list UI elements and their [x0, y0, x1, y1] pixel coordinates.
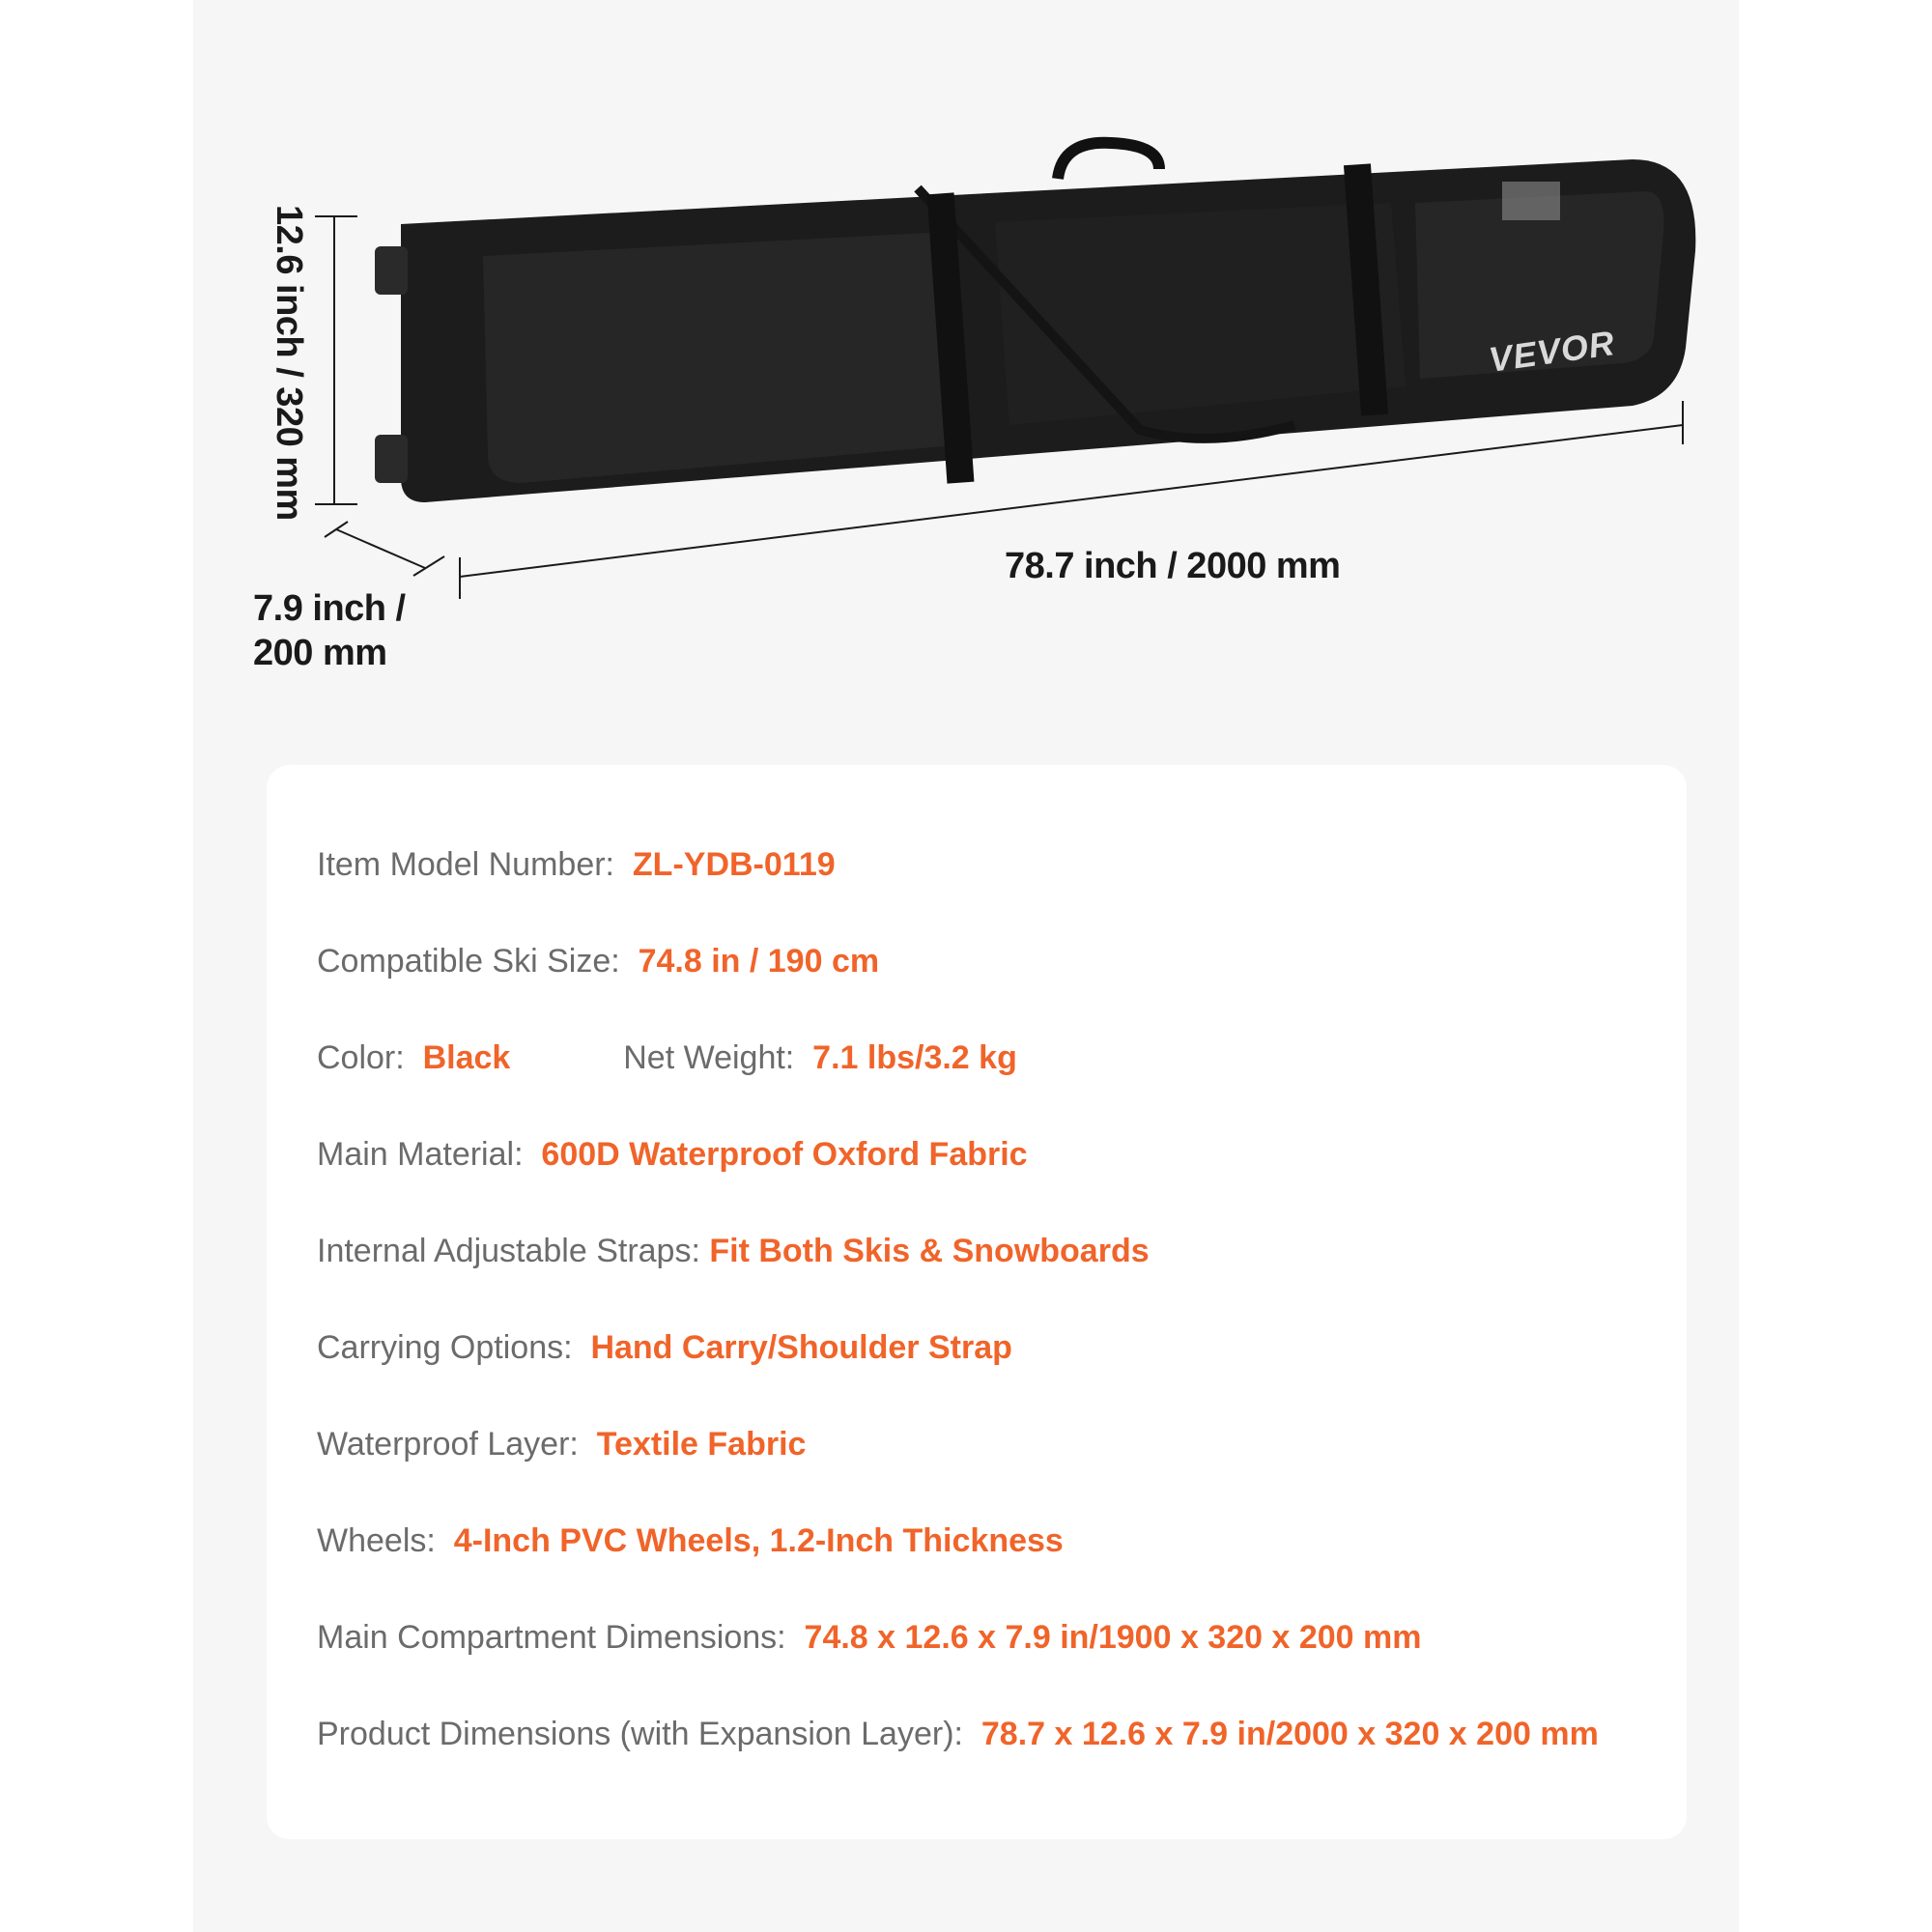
spec-row-main-compartment — [317, 1613, 1421, 1662]
spec-row-product-dimensions — [317, 1710, 1599, 1758]
spec-value: Black — [422, 1039, 511, 1076]
spec-value: Textile Fabric — [596, 1426, 807, 1463]
spec-row-material — [317, 1130, 1028, 1179]
spec-label: Color: — [317, 1039, 405, 1076]
top-handle — [1058, 143, 1159, 179]
wheel-lower — [375, 435, 408, 483]
depth-dimension-line1: 7.9 inch / — [253, 588, 406, 629]
spec-row-waterproof — [317, 1420, 806, 1468]
spec-value: 74.8 x 12.6 x 7.9 in/1900 x 320 x 200 mm — [804, 1619, 1422, 1656]
depth-dimension-label — [253, 586, 446, 675]
spec-label: Wheels: — [317, 1522, 436, 1559]
spec-label: Carrying Options: — [317, 1329, 573, 1366]
front-pocket-left — [483, 232, 966, 483]
center-panel — [995, 203, 1406, 425]
spec-label: Product Dimensions (with Expansion Layer): — [317, 1716, 963, 1752]
spec-row-straps — [317, 1227, 1150, 1275]
length-dimension-label: 78.7 inch / 2000 mm — [1005, 546, 1341, 586]
spec-row-color-weight — [317, 1034, 1017, 1082]
height-dimension-line — [315, 216, 357, 504]
spec-label: Internal Adjustable Straps: — [317, 1233, 700, 1269]
spec-row-model — [317, 840, 836, 889]
wheel-upper — [375, 246, 408, 295]
spec-row-carrying — [317, 1323, 1012, 1372]
spec-value: 74.8 in / 190 cm — [638, 943, 880, 980]
spec-label: Waterproof Layer: — [317, 1426, 579, 1463]
spec-value: 600D Waterproof Oxford Fabric — [541, 1136, 1028, 1173]
depth-dimension-line2: 200 mm — [253, 633, 387, 673]
spec-row-ski-size — [317, 937, 879, 985]
spec-value: 7.1 lbs/3.2 kg — [812, 1039, 1017, 1076]
brand-logo: VEVOR — [1486, 323, 1618, 380]
spec-label: Item Model Number: — [317, 846, 614, 883]
spec-label: Main Material: — [317, 1136, 524, 1173]
spec-card — [267, 765, 1687, 1839]
spec-value: ZL-YDB-0119 — [632, 846, 836, 883]
spec-value: 4-Inch PVC Wheels, 1.2-Inch Thickness — [453, 1522, 1064, 1559]
spec-value: Hand Carry/Shoulder Strap — [590, 1329, 1012, 1366]
spec-label: Main Compartment Dimensions: — [317, 1619, 786, 1656]
id-window — [1502, 182, 1560, 220]
depth-dimension-line — [325, 522, 444, 576]
spec-value: Fit Both Skis & Snowboards — [709, 1233, 1150, 1269]
spec-row-wheels — [317, 1517, 1064, 1565]
height-dimension-label: 12.6 inch / 320 mm — [269, 205, 309, 521]
spec-label: Net Weight: — [623, 1039, 795, 1076]
spec-label: Compatible Ski Size: — [317, 943, 620, 980]
spec-value: 78.7 x 12.6 x 7.9 in/2000 x 320 x 200 mm — [980, 1716, 1599, 1752]
